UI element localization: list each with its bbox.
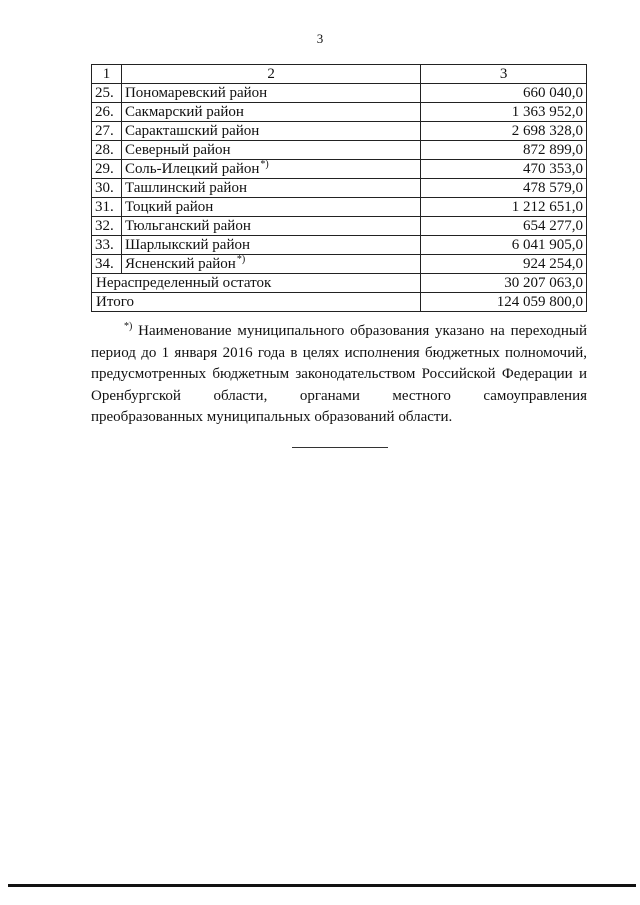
- unallocated-label: Нераспределенный остаток: [92, 274, 421, 293]
- footnote-text: Наименование муниципального образования указано на переходный период до 1 января 2016 года в целях исполнения бюджетных полномочий, предусмотренных бюджетным законодательством Российской Федерации и Оренбургской области, органами местного самоуправления преобразованных муниципальных образований области.: [91, 323, 588, 425]
- footnote-mark: *): [260, 159, 269, 170]
- table-row: [92, 160, 587, 179]
- row-number: 25.: [92, 84, 122, 103]
- amount-value: 6 041 905,0: [421, 236, 587, 255]
- total-row: [92, 293, 587, 312]
- amount-value: 2 698 328,0: [421, 122, 587, 141]
- district-name: Тюльганский район: [121, 217, 420, 236]
- row-number: 29.: [92, 160, 122, 179]
- district-name: Сакмарский район: [121, 103, 420, 122]
- unallocated-value: 30 207 063,0: [421, 274, 587, 293]
- amount-value: 1 363 952,0: [421, 103, 587, 122]
- table-row: [92, 122, 587, 141]
- district-name: Ясненский район*): [121, 255, 420, 274]
- page-number: 3: [316, 31, 324, 46]
- table-row: [92, 103, 587, 122]
- header-col-1: 1: [92, 65, 122, 84]
- unallocated-row: [92, 274, 587, 293]
- table-header-row: [92, 65, 587, 84]
- district-name: Саракташский район: [121, 122, 420, 141]
- table-row: [92, 141, 587, 160]
- amount-value: 872 899,0: [421, 141, 587, 160]
- header-col-2: 2: [121, 65, 420, 84]
- row-number: 32.: [92, 217, 122, 236]
- bottom-border-line: [8, 884, 636, 887]
- district-name: Пономаревский район: [121, 84, 420, 103]
- row-number: 30.: [92, 179, 122, 198]
- row-number: 34.: [92, 255, 122, 274]
- budget-distribution-table: [91, 64, 587, 312]
- row-number: 28.: [92, 141, 122, 160]
- district-name: Тоцкий район: [121, 198, 420, 217]
- total-label: Итого: [92, 293, 421, 312]
- district-name: Шарлыкский район: [121, 236, 420, 255]
- section-divider: [292, 447, 388, 448]
- district-name: Соль-Илецкий район*): [121, 160, 420, 179]
- footnote: [91, 321, 587, 429]
- amount-value: 1 212 651,0: [421, 198, 587, 217]
- table-row: [92, 84, 587, 103]
- row-number: 31.: [92, 198, 122, 217]
- table-row: [92, 179, 587, 198]
- amount-value: 924 254,0: [421, 255, 587, 274]
- table-row: [92, 236, 587, 255]
- total-value: 124 059 800,0: [421, 293, 587, 312]
- amount-value: 654 277,0: [421, 217, 587, 236]
- district-name: Северный район: [121, 141, 420, 160]
- amount-value: 470 353,0: [421, 160, 587, 179]
- footnote-mark: *): [124, 321, 133, 332]
- header-col-3: 3: [421, 65, 587, 84]
- row-number: 27.: [92, 122, 122, 141]
- district-name: Ташлинский район: [121, 179, 420, 198]
- footnote-mark: *): [236, 254, 246, 265]
- amount-value: 478 579,0: [421, 179, 587, 198]
- row-number: 33.: [92, 236, 122, 255]
- row-number: 26.: [92, 103, 122, 122]
- amount-value: 660 040,0: [421, 84, 587, 103]
- table-row: [92, 217, 587, 236]
- table-row: [92, 198, 587, 217]
- table-row: [92, 255, 587, 274]
